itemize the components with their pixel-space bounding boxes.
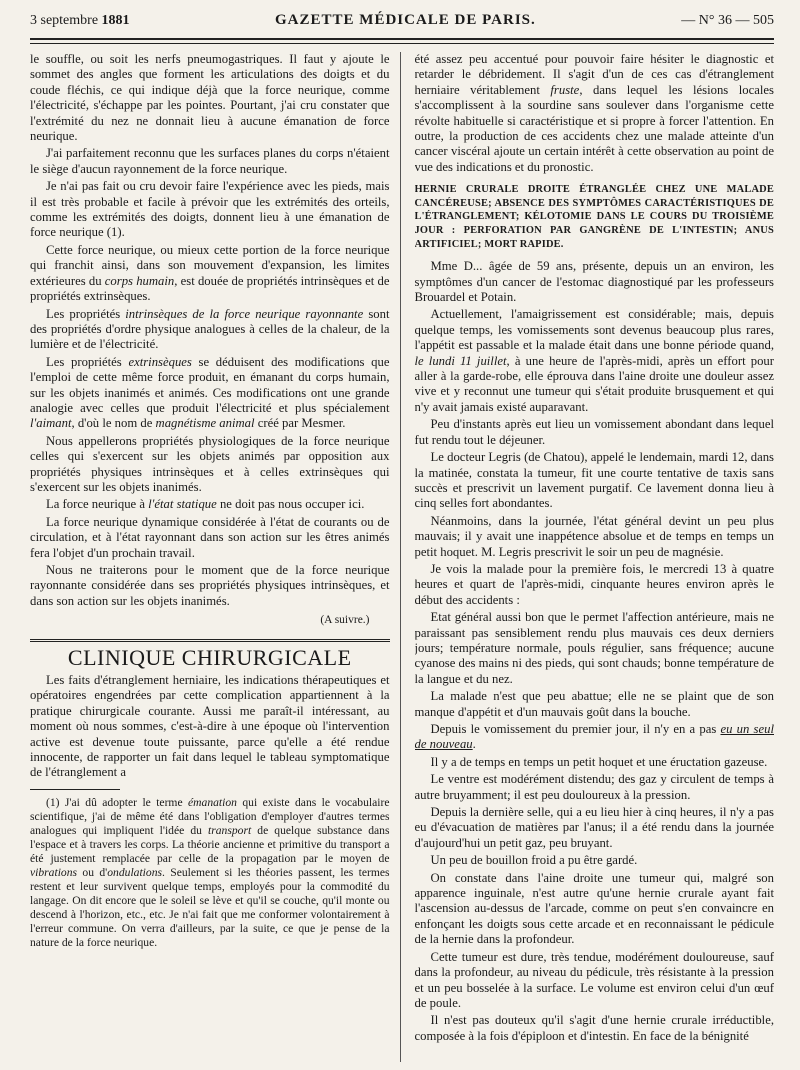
two-column-body	[30, 52, 774, 1062]
page-header	[30, 12, 774, 40]
paragraph: Depuis le vomissement du premier jour, il n'y en a pas eu un seul de nouveau.	[414, 722, 774, 752]
paragraph: Cette force neurique, ou mieux cette portion de la force neurique qui franchit ainsi, dans son mouvement d'expansion, les limites extérieures du corps humain, est douée de propriétés intrinsèques et de propriétés extrinsèques.	[30, 242, 390, 304]
paragraph: Je n'ai pas fait ou cru devoir faire l'expérience avec les pieds, mais il est très probable et facile à prévoir que les extrémités des orteils, comme les extrémités des doigts, donnent lieu à une émanation de force neurique (1).	[30, 179, 390, 240]
date-year: 1881	[101, 13, 130, 28]
paragraph: Cette tumeur est dure, très tendue, modérément douloureuse, sauf dans la profondeur, au niveau du pédicule, très résistante à la pression et un peu bosselée à la surface. Le volume est environ celui d'un œuf de poule.	[414, 949, 774, 1010]
paragraph: Le docteur Legris (de Chatou), appelé le lendemain, mardi 12, dans la matinée, constata la tumeur, fit une courte tentative de taxis sans succès et prescrivit un lavement purgatif. Ce lavement donna lieu à cinq selles fort abondantes.	[414, 450, 774, 511]
paragraph: Un peu de bouillon froid a pu être gardé.	[430, 853, 638, 868]
paragraph: le souffle, ou soit les nerfs pneumogastriques. Il faut y ajoute le sommet des angles que forment les articulations des doigts et du coude fléchis, ce qui indique déjà que la force neurique, comme l'électricité, s'échappe par les pointes. Pourtant, j'ai cru constater que l'extrémité du nez ne donnait lieu à aucune émanation de force neurique.	[30, 52, 390, 144]
paragraph: Les propriétés intrinsèques de la force neurique rayonnante sont des propriétés d'ordre physique analogues à celles de la chaleur, de la lumière et de l'électricité.	[30, 306, 390, 352]
to-be-continued: (A suivre.)	[320, 614, 370, 627]
paragraph: Nous ne traiterons pour le moment que de la force neurique rayonnante considérée dans ses propriétés physiques intrinsèques, et dans son action sur les objets inanimés.	[30, 563, 390, 608]
paragraph: Etat général aussi bon que le permet l'affection antérieure, mais ne paraissant pas sensiblement rendu plus mauvais ces deux derniers jours; température normale, pouls régulier, sans fréquence; aucune cyanose des mains ni des pieds, qui sont chauds; bonne température de la langue et du nez.	[414, 610, 774, 686]
paragraph: La force neurique dynamique considérée à l'état de courants ou de circulation, et à l'état rayonnant dans son action sur les êtres animés fera l'objet d'un prochain travail.	[30, 514, 390, 560]
paragraph: La force neurique à l'état statique ne doit pas nous occuper ici.	[46, 497, 365, 512]
paragraph: Je vois la malade pour la première fois, le mercredi 13 à quatre heures et quart de l'après-midi, cinquante heures environ après le début des accidents :	[414, 561, 774, 607]
paragraph: Les faits d'étranglement herniaire, les indications thérapeutiques et opératoires engendrées par cette complication appartiennent à la pratique chirurgicale courante. Aussi me paraît-il intéressant, au moment où nous sommes, c'est-à-dire à une époque où l'intervention active est devenue toute puissante, parce qu'elle a été rendue innocente, de rapporter un fait dans lequel le tableau symptomatique de l'étranglement a	[30, 673, 390, 780]
case-heading: HERNIE CRURALE DROITE ÉTRANGLÉE CHEZ UNE MALADE CANCÉREUSE; ABSENCE DES SYMPTÔMES CARACTÉRISTIQUES DE L'ÉTRANGLEMENT; KÉLOTOMIE DANS LE COURS DU TROISIÈME JOUR : PERFORATION PAR GANGRÈNE DE L'INTESTIN; ANUS ARTIFICIEL; MORT RAPIDE.	[414, 184, 774, 250]
issue-date	[30, 13, 130, 29]
paragraph: On constate dans l'aine droite une tumeur qui, malgré son apparence inguinale, n'est autre qu'une hernie crurale ayant fait l'ascension au-dessus de l'arcade, comme on peut s'en convaincre en enfonçant les doigts sous cette arcade et en reconnaissant le pédicule de la hernie dans la profondeur.	[414, 870, 774, 947]
issue-number: — N° 36 — 505	[681, 13, 774, 28]
paragraph: Les propriétés extrinsèques se déduisent des modifications que l'emploi de cette même force produit, en émanant du corps humain, sur les objets inanimés et animés. Ces modifications ont une grande analogie avec celles que produit l'électricité et plus spécialement l'aimant, d'où le nom de magnétisme animal créé par Mesmer.	[30, 354, 390, 431]
left-column	[30, 52, 401, 1062]
paragraph: Le ventre est modérément distendu; des gaz y circulent de temps à autre bruyamment; il est peu douloureux à la pression.	[414, 772, 774, 802]
paragraph: Peu d'instants après eut lieu un vomissement abondant dans lequel fut rendu tout le déjeuner.	[414, 417, 774, 447]
paragraph: Depuis la dernière selle, qui a eu lieu hier à cinq heures, il n'y a pas eu d'évacuation de matières par l'anus; il a été rendu dans la journée d'aujourd'hui un petit gaz, peu bruyant.	[414, 805, 774, 850]
paragraph: J'ai parfaitement reconnu que les surfaces planes du corps n'étaient le siège d'aucun rayonnement de la force neurique.	[30, 146, 390, 176]
paragraph: Il n'est pas douteux qu'il s'agit d'une hernie crurale irréductible, composée à la fois d'épiploon et d'intestin. En face de la bénignité	[414, 1013, 774, 1043]
paragraph: Nous appellerons propriétés physiologiques de la force neurique celles qui s'exercent sur les objets animés par opposition aux propriétés physiques intrinsèques et à celles extrinsèques qui s'exercent sur les objets inanimés.	[30, 433, 390, 494]
paragraph: été assez peu accentué pour pouvoir faire hésiter le diagnostic et retarder le débridement. Il s'agit d'un de ces cas d'étranglement herniaire véritablement fruste, dans lequel les lésions locales s'accomplissent à la sourdine sans soulever dans l'organisme cette révolte habituelle si caractéristique et si propre à forcer l'attention. En outre, la production de ces accidents chez une malade atteinte d'un cancer viscéral ajoute un certain intérêt à cette observation au point de vue des indications et du pronostic.	[414, 52, 774, 174]
date-day: 3 septembre	[30, 13, 99, 28]
paragraph: La malade n'est que peu abattue; elle ne se plaint que de son manque d'appétit et d'un mauvais goût dans la bouche.	[414, 689, 774, 719]
header-rule	[30, 43, 774, 44]
footnote: (1) J'ai dû adopter le terme émanation qui existe dans le vocabulaire scientifique, j'ai de même été dans l'obligation d'employer d'autres termes analogues qui impliquent l'idée du transport de quelque substance dans l'espace et à travers les corps. La théorie ancienne et primitive du transport a été justement remplacée par celle de la propagation par le moyen de vibrations ou d'ondulations. Seulement si les théories passent, les termes restent et leur survivent quelque temps, employés pour la commodité du langage. On dit encore que le soleil se lève et qu'il se couche, qu'il monte ou descend à l'horizon, etc., etc. Je n'ai fait que me conformer volontairement à l'erreur commune. On verra d'ailleurs, par la suite, ce que je pense de la nature de la force neurique.	[30, 795, 390, 949]
paragraph: Actuellement, l'amaigrissement est considérable; mais, depuis quelque temps, les vomissements sont devenus beaucoup plus rares, l'appétit est passable et la malade était dans une bonne période quand, le lundi 11 juillet, à une heure de l'après-midi, après un effort pour aller à la garde-robe, elle éprouva dans l'aine droite une douleur assez vive et y reconnut une tumeur qui s'était produite brusquement et qui n'y avait jamais existé auparavant.	[414, 307, 774, 414]
section-divider	[30, 639, 390, 642]
journal-title: GAZETTE MÉDICALE DE PARIS.	[275, 12, 536, 28]
paragraph: Il y a de temps en temps un petit hoquet et une éructation gazeuse.	[430, 754, 768, 769]
right-column	[415, 52, 775, 1062]
footnote-divider	[30, 789, 120, 790]
paragraph: Mme D... âgée de 59 ans, présente, depuis un an environ, les symptômes d'un cancer de l'estomac diagnostiqué par les professeurs Brouardel et Potain.	[414, 259, 774, 305]
paragraph: Néanmoins, dans la journée, l'état général devint un peu plus mauvais; il y avait une inappétence absolue et de temps en temps un petit hoquet. M. Legris prescrivit le soir un peu de magnésie.	[414, 513, 774, 559]
section-title: CLINIQUE CHIRURGICALE	[67, 644, 352, 670]
